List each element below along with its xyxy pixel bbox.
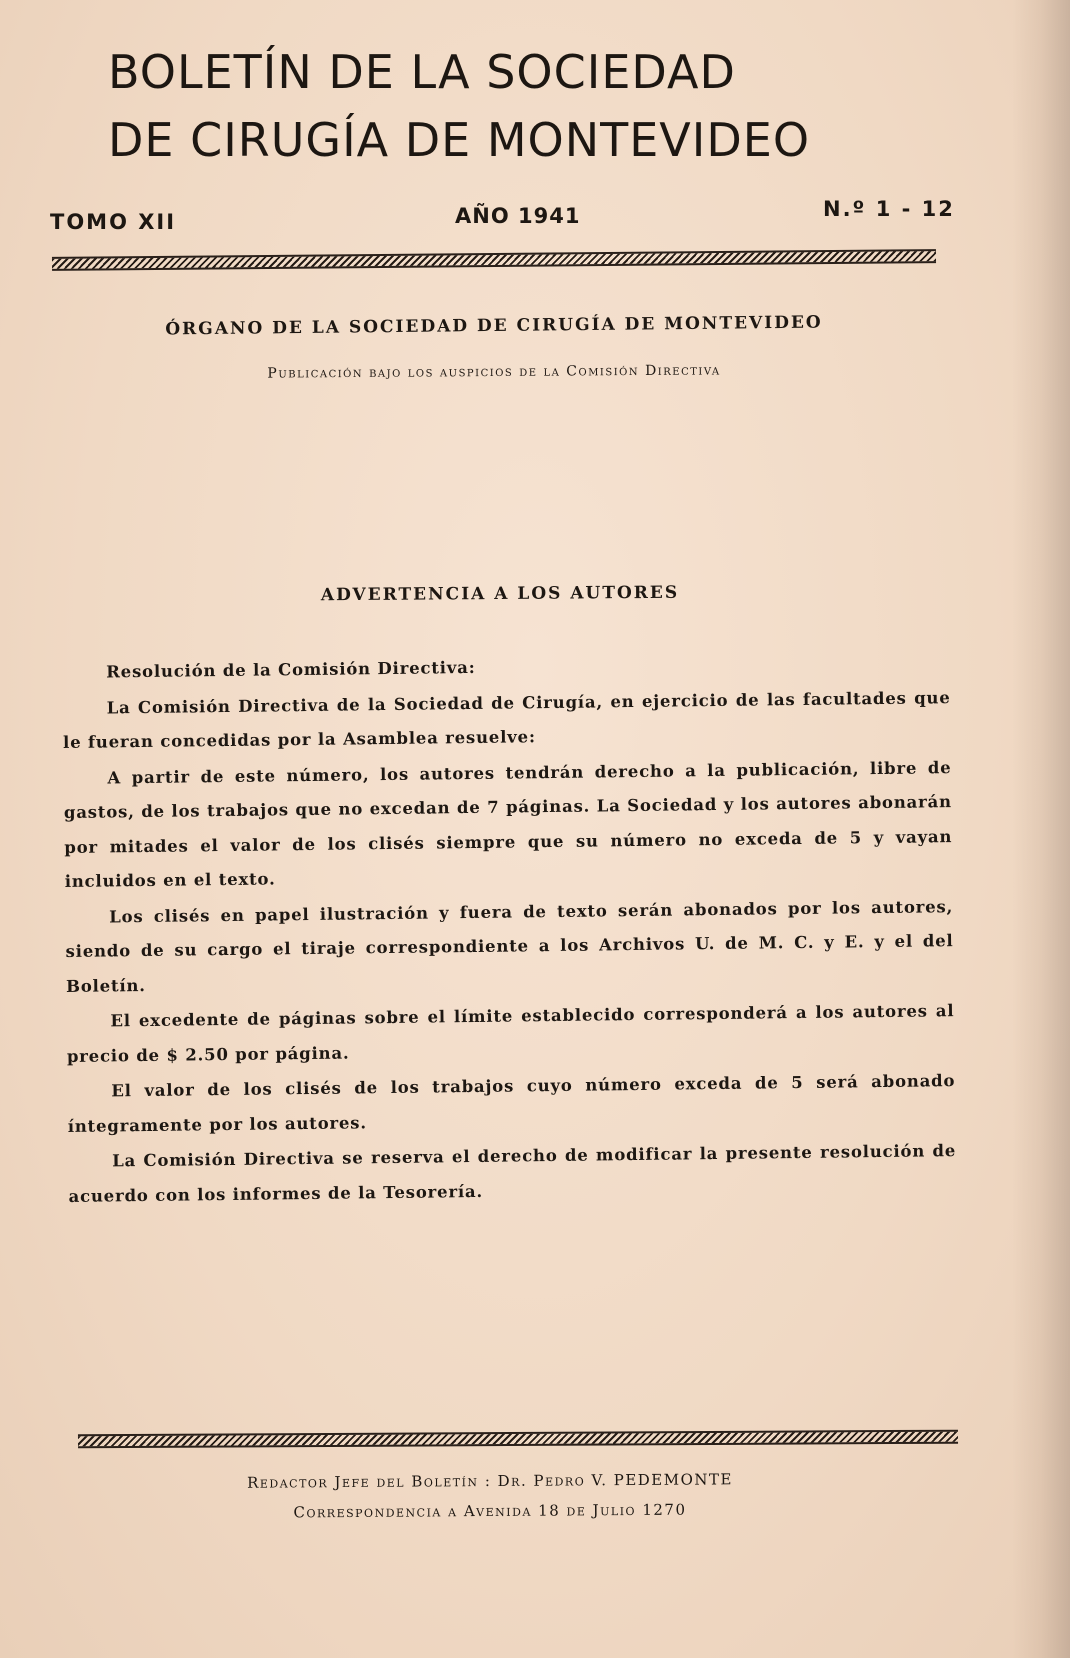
notice-heading: ADVERTENCIA A LOS AUTORES [320, 582, 680, 606]
notice-paragraph: El valor de los clisés de los trabajos cuyo número exceda de 5 será abonado íntegramente por los autores. [67, 1071, 956, 1136]
masthead [108, 38, 908, 174]
notice-paragraph: Resolución de la Comisión Directiva: [106, 657, 476, 682]
notice-paragraph: La Comisión Directiva de la Sociedad de Cirugía, en ejercicio de las facultades que le fueran concedidas por la Asamblea resuelve: [62, 687, 951, 752]
year-label: AÑO 1941 [455, 204, 581, 228]
ornamental-rule-bottom [78, 1430, 958, 1449]
ornamental-rule-top [52, 249, 936, 271]
organ-subtitle: Publicación bajo los auspicios de la Comisión Directiva [267, 362, 721, 382]
notice-paragraph: La Comisión Directiva se reserva el derecho de modificar la presente resolución de acuerdo con los informes de la Tesorería. [68, 1141, 957, 1206]
notice-paragraph: Los clisés en papel ilustración y fuera de texto serán abonados por los autores, siendo de su cargo el tiraje correspondiente a los Archivos U. de M. C. y E. y el del Boletín. [65, 896, 954, 996]
organ-title: ÓRGANO DE LA SOCIEDAD DE CIRUGÍA DE MONTEVIDEO [165, 312, 823, 340]
binding-shadow [1012, 0, 1070, 1658]
volume-label: TOMO XII [50, 210, 177, 234]
masthead-line-2: DE CIRUGÍA DE MONTEVIDEO [108, 113, 811, 167]
issue-number: N.º 1 - 12 [823, 197, 955, 221]
notice-paragraph: A partir de este número, los autores tendrán derecho a la publicación, libre de gastos, de los trabajos que no excedan de 7 páginas. La Sociedad y los autores abonarán por mitades el valor de los clisés siempre que su número no exceda de 5 y vayan incluidos en el texto. [63, 757, 953, 891]
masthead-line-1: BOLETÍN DE LA SOCIEDAD [108, 45, 736, 99]
notice-paragraph: El excedente de páginas sobre el límite establecido corresponderá a los autores al precio de $ 2.50 por página. [66, 1001, 955, 1066]
correspondence-line: Correspondencia a Avenida 18 de Julio 1270 [293, 1500, 687, 1522]
editor-line: Redactor Jefe del Boletín : Dr. Pedro V. PEDEMONTE [246, 1470, 734, 1492]
notice-body [62, 645, 957, 1214]
